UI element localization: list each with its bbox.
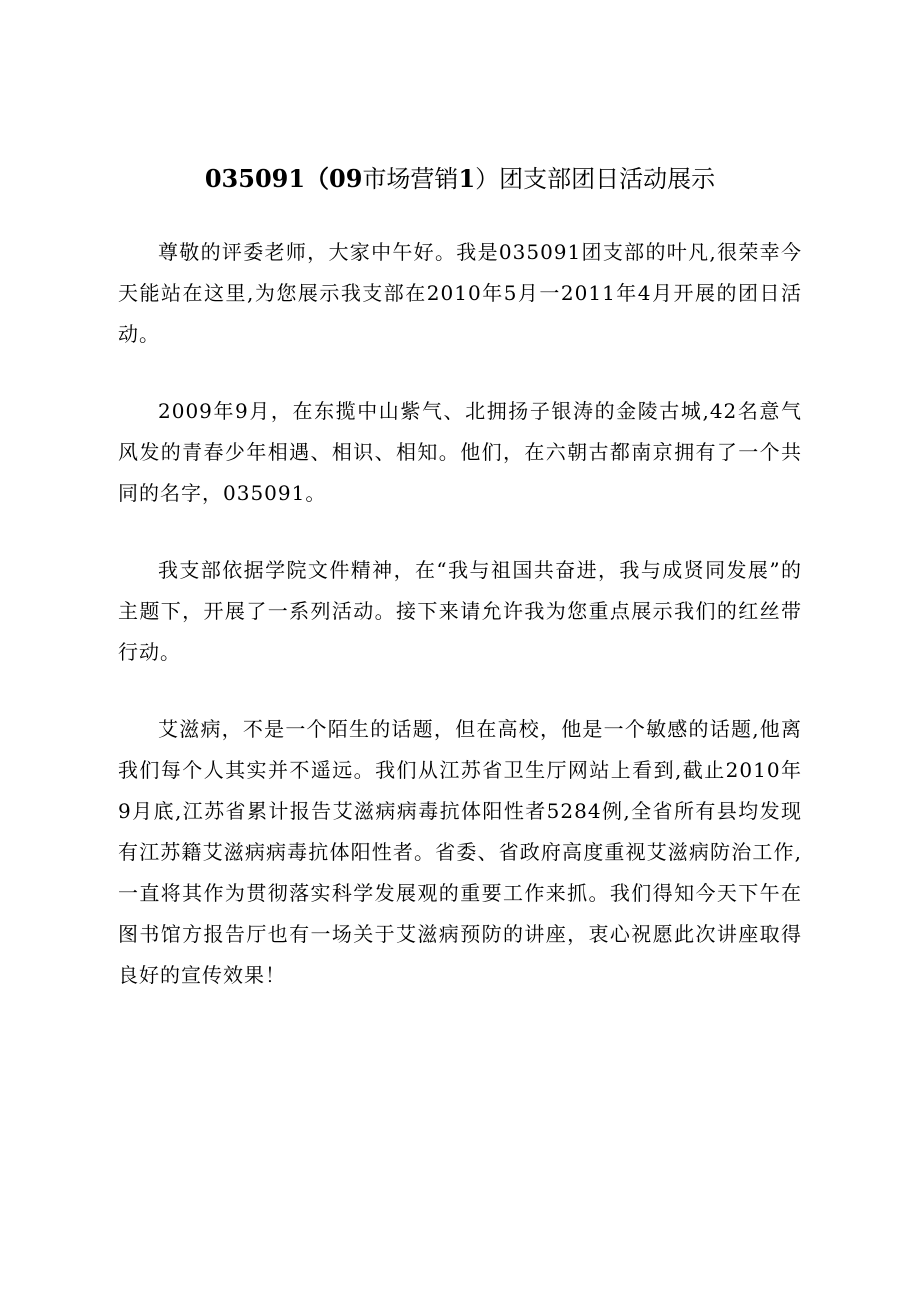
title-middle: 市场营销 bbox=[362, 165, 459, 193]
paragraph-introduction: 2009年9月，在东揽中山紫气、北拥扬子银涛的金陵古城,42名意气风发的青春少年相遇、相识、相知。他们，在六朝古都南京拥有了一个共同的名字，035091。 bbox=[118, 399, 802, 505]
paragraph-theme: 我支部依据学院文件精神，在“我与祖国共奋进，我与成贤同发展”的主题下，开展了一系列活动。接下来请允许我为您重点展示我们的红丝带行动。 bbox=[118, 558, 802, 664]
title-prefix: 035091（09 bbox=[204, 164, 363, 193]
document-body bbox=[118, 232, 802, 1032]
title-number: 1 bbox=[458, 164, 476, 193]
paragraph-aids-awareness: 艾滋病，不是一个陌生的话题，但在高校，他是一个敏感的话题,他离我们每个人其实并不遥远。我们从江苏省卫生厅网站上看到,截止2010年9月底,江苏省累计报告艾滋病病毒抗体阳性者5284例,全省所有县均发现有江苏籍艾滋病病毒抗体阳性者。省委、省政府高度重视艾滋病防治工作,一直将其作为贯彻落实科学发展观的重要工作来抓。我们得知今天下午在图书馆方报告厅也有一场关于艾滋病预防的讲座，衷心祝愿此次讲座取得良好的宣传效果！ bbox=[118, 717, 802, 987]
title-suffix: ）团支部团日活动展示 bbox=[475, 165, 716, 193]
paragraph-greeting: 尊敬的评委老师，大家中午好。我是035091团支部的叶凡,很荣幸今天能站在这里,为您展示我支部在2010年5月一2011年4月开展的团日活动。 bbox=[118, 240, 802, 346]
document-title bbox=[0, 162, 920, 196]
